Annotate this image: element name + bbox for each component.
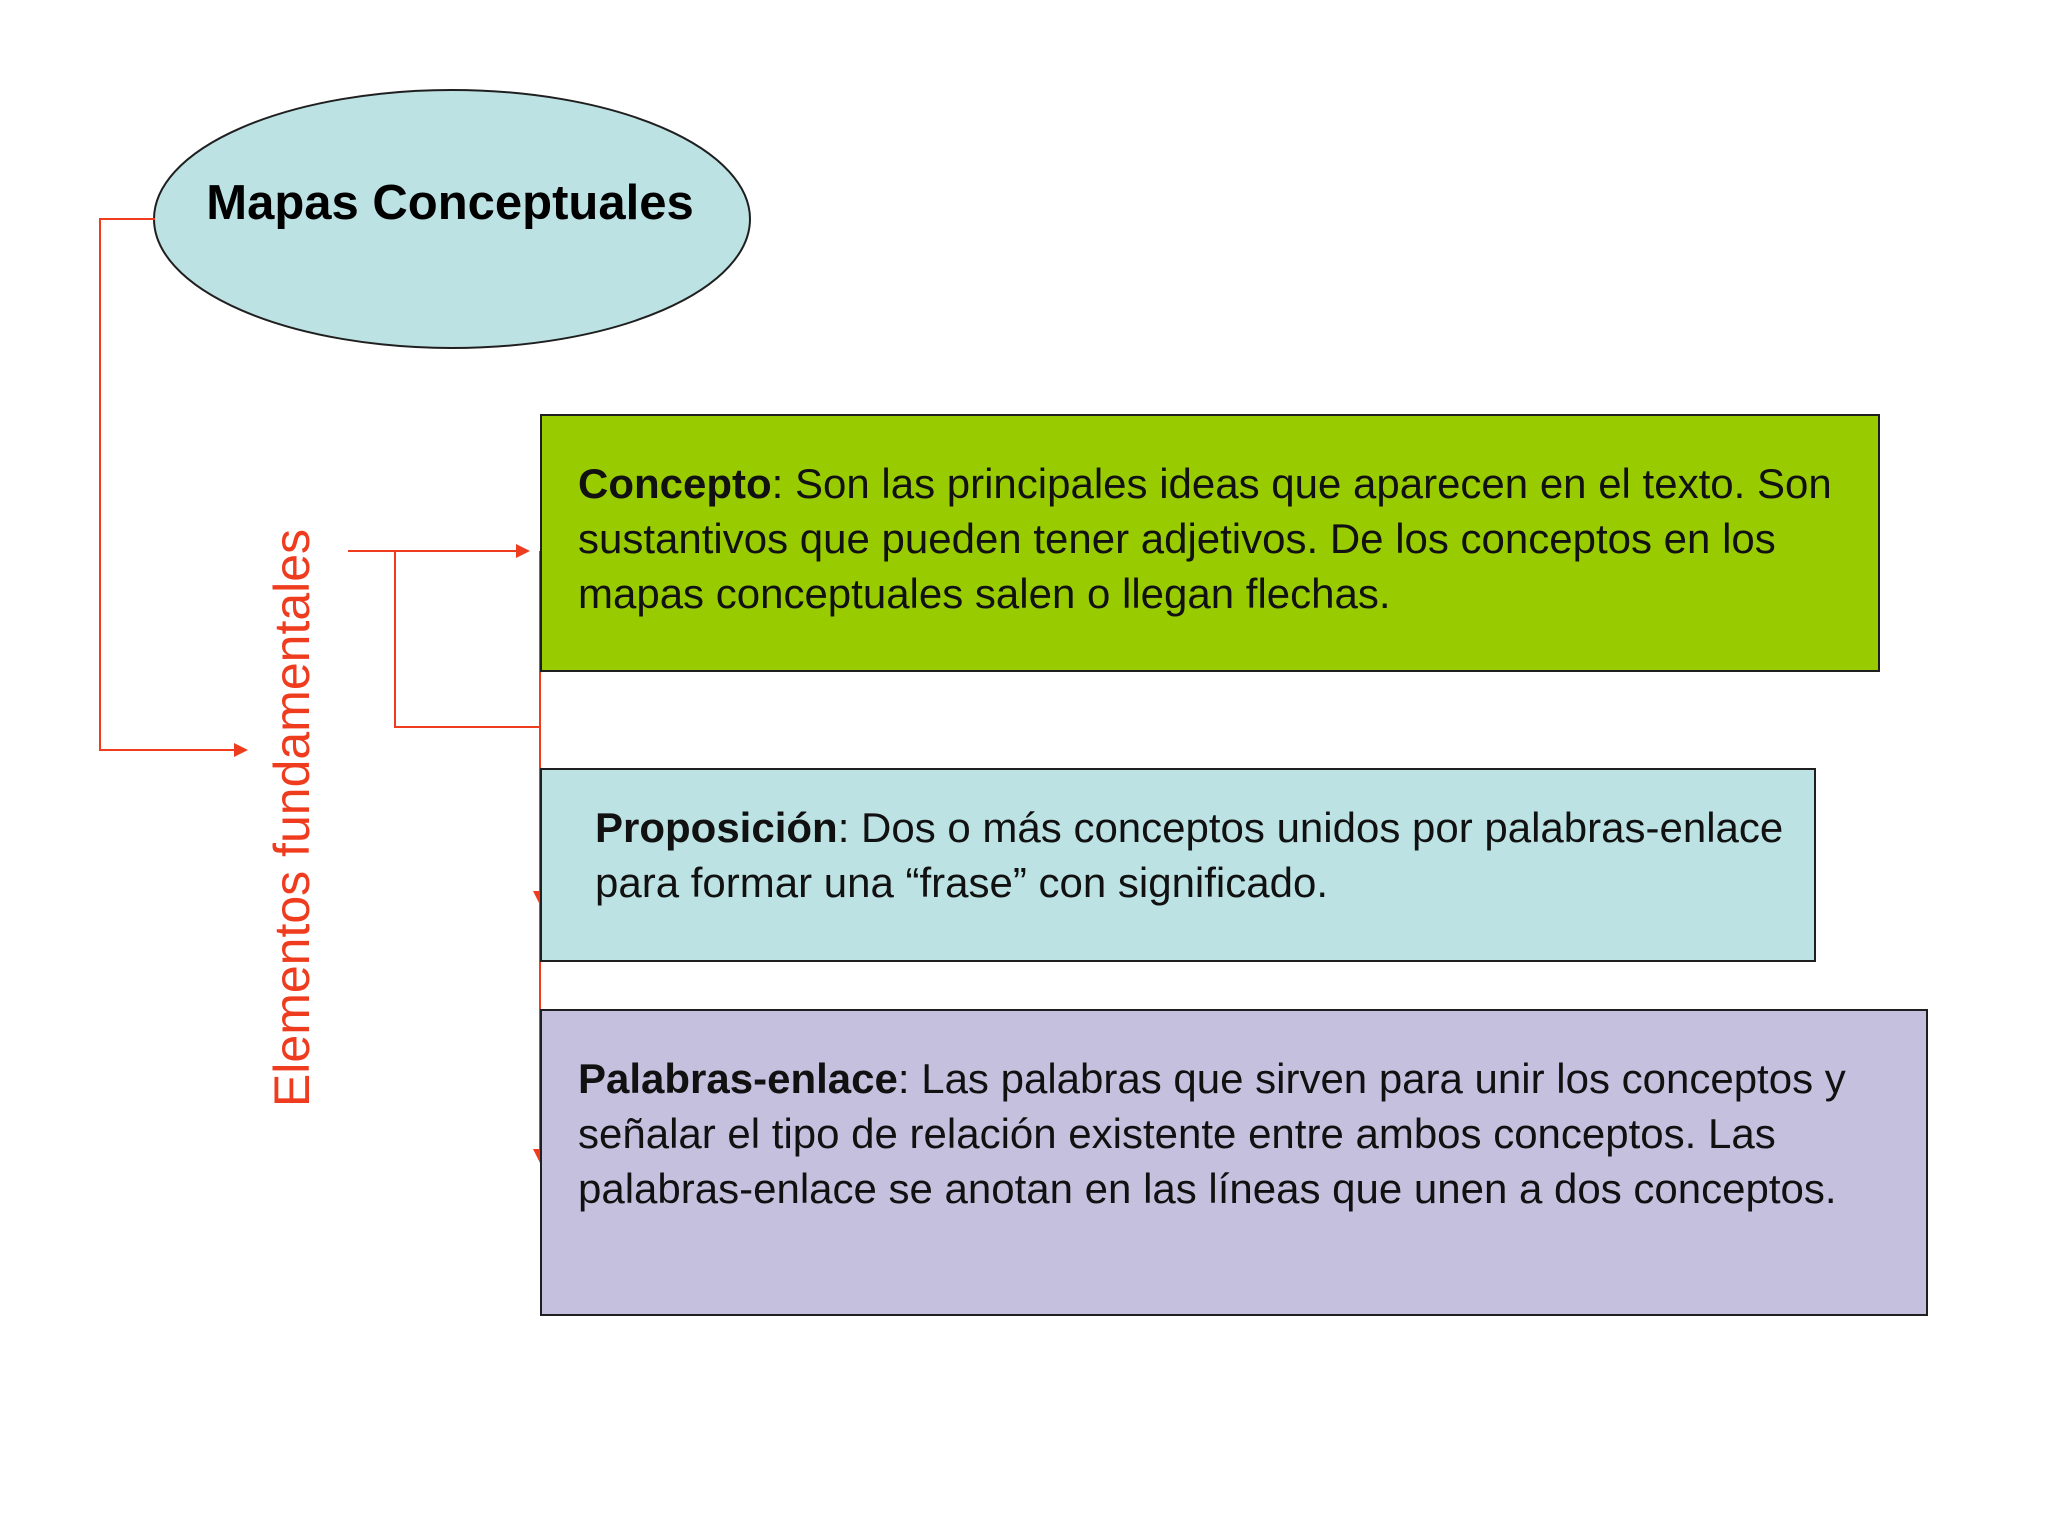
root-concept-title: Mapas Conceptuales — [206, 176, 694, 230]
concepto-box — [540, 414, 1880, 672]
side-label-elementos: Elementos fundamentales — [264, 528, 320, 1108]
palabras-enlace-box — [540, 1009, 1928, 1316]
arrowhead-to-concepto — [516, 544, 530, 558]
connector-branch — [395, 551, 540, 727]
proposicion-box — [540, 768, 1816, 962]
arrowhead-to-label — [234, 743, 248, 757]
proposicion-definition: : Dos o más conceptos unidos por palabras-enlace para formar una “frase” con significado. — [595, 804, 1784, 906]
palabras-enlace-term: Palabras-enlace — [578, 1055, 898, 1102]
concepto-term: Concepto — [578, 460, 772, 507]
palabras-enlace-definition: : Las palabras que sirven para unir los conceptos y señalar el tipo de relación existente entre ambos conceptos. Las palabras-enlace se anotan en las líneas que unen a dos conceptos. — [578, 1055, 1846, 1212]
concepto-definition: : Son las principales ideas que aparecen en el texto. Son sustantivos que pueden tener adjetivos. De los conceptos en los mapas conceptuales salen o llegan flechas. — [578, 460, 1832, 617]
proposicion-term: Proposición — [595, 804, 838, 851]
